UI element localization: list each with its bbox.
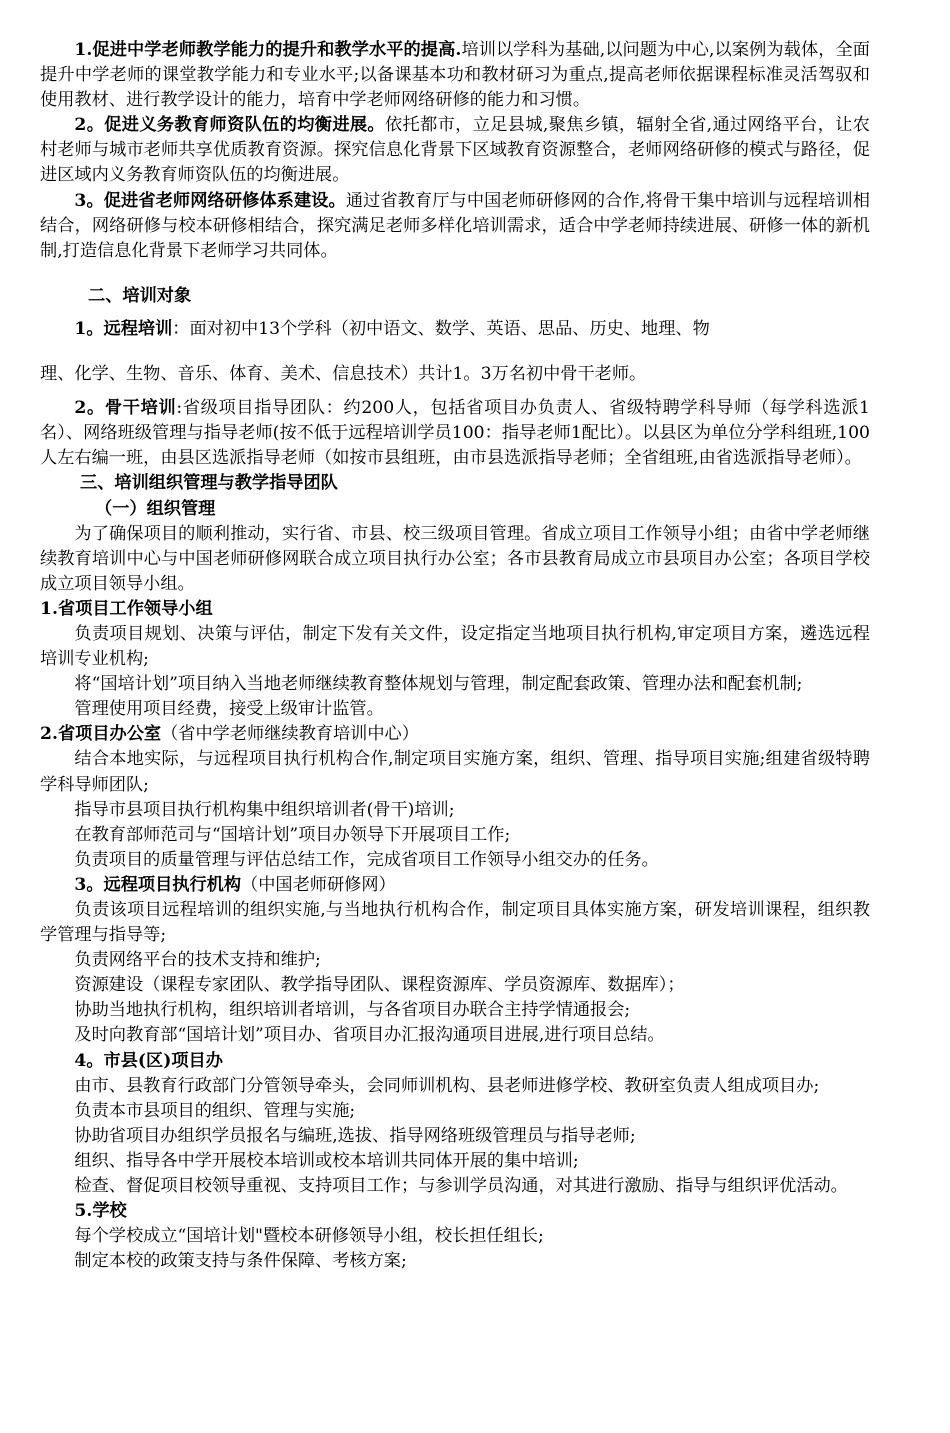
group-1-item: 负责项目规划、决策与评估，制定下发有关文件，设定指定当地项目执行机构,审定项目方案，遴选远程培训专业机构;	[40, 623, 870, 670]
remote-training-text-b: 理、化学、生物、音乐、体育、美术、信息技术）共计1。3万名初中骨干老师。	[40, 364, 647, 385]
group-2-item: 负责项目的质量管理与评估总结工作，完成省项目工作领导小组交办的任务。	[74, 849, 659, 870]
group-note-3: （中国老师研修网）	[241, 874, 396, 895]
goal-text-3: 通过省教育厅与中国老师研修网的合作,将骨干集中培训与远程培训相结合，网络研修与校本研修相结合，探究满足老师多样化培训需求，适合中学老师持续进展、研修一体的新机制,打造信息化背景下老师学习共同体。	[40, 190, 870, 261]
group-1-item: 将“国培计划”项目纳入当地老师继续教育整体规划与管理，制定配套政策、管理办法和配套机制;	[74, 674, 803, 695]
group-note-2: （省中学老师继续教育培训中心）	[161, 724, 419, 745]
group-title-1: 1.省项目工作领导小组	[40, 598, 213, 619]
group-title-2: 2.省项目办公室	[40, 724, 162, 745]
goal-title-2: 2。促进义务教育师资队伍的均衡进展。	[74, 115, 385, 136]
group-2-item: 在教育部师范司与“国培计划”项目办领导下开展项目工作;	[74, 824, 511, 845]
group-3-item: 负责该项目远程培训的组织实施,与当地执行机构合作，制定项目具体实施方案，研发培训课程，组织教学管理与指导等;	[40, 900, 870, 946]
group-5-item: 制定本校的政策支持与条件保障、考核方案;	[74, 1251, 407, 1272]
group-1-item: 管理使用项目经费，接受上级审计监管。	[74, 699, 384, 720]
goal-paragraph-1	[40, 38, 870, 113]
group-5-item: 每个学校成立“国培计划"暨校本研修领导小组，校长担任组长;	[74, 1226, 544, 1247]
remote-training-title: 1。远程培训	[74, 318, 173, 339]
section-heading-training-targets: 二、培训对象	[88, 285, 192, 306]
goal-paragraph-2	[40, 113, 870, 188]
group-3-item: 资源建设（课程专家团队、教学指导团队、课程资源库、学员资源库、数据库）；	[74, 975, 685, 996]
goal-paragraph-3	[40, 189, 870, 264]
goal-title-1: 1.促进中学老师教学能力的提升和教学水平的提高.	[74, 40, 462, 60]
backbone-training-title: 2。骨干培训	[74, 398, 177, 419]
section-heading-organization: 三、培训组织管理与教学指导团队	[80, 473, 338, 494]
group-4-item: 由市、县教育行政部门分管领导牵头，会同师训机构、县老师进修学校、教研室负责人组成项目办;	[74, 1075, 820, 1096]
group-3-item: 负责网络平台的技术支持和维护;	[74, 950, 321, 971]
goal-text-2: 依托都市，立足县城,聚焦乡镇，辐射全省,通过网络平台，让农村老师与城市老师共享优质教育资源。探究信息化背景下区域教育资源整合，老师网络研修的模式与路径，促进区域内义务教育师资队伍的均衡进展。	[40, 115, 870, 186]
group-4-item: 组织、指导各中学开展校本培训或校本培训共同体开展的集中培训;	[74, 1150, 579, 1171]
management-intro: 为了确保项目的顺利推动，实行省、市县、校三级项目管理。省成立项目工作领导小组；由省中学老师继续教育培训中心与中国老师研修网联合成立项目执行办公室；各市县教育局成立市县项目办公室；各项目学校成立项目领导小组。	[40, 523, 870, 594]
backbone-training-paragraph	[40, 396, 870, 471]
group-heading-2	[40, 722, 870, 747]
goal-text-1: 培训以学科为基础,以问题为中心,以案例为载体，全面提升中学老师的课堂教学能力和专业水平;以备课基本功和教材研习为重点,提高老师依据课程标准灵活驾驭和使用教材、进行教学设计的能力，培育中学老师网络研修的能力和习惯。	[40, 40, 870, 111]
group-4-item: 检查、督促项目校领导重视、支持项目工作；与参训学员沟通，对其进行激励、指导与组织评优活动。	[74, 1176, 848, 1197]
subsection-heading-management: （一）组织管理	[95, 498, 216, 519]
group-4-item: 协助省项目办组织学员报名与编班,选拔、指导网络班级管理员与指导老师;	[74, 1125, 636, 1146]
group-title-5: 5.学校	[74, 1201, 127, 1222]
document-page	[40, 38, 870, 1274]
remote-training-text-a: ：面对初中13个学科（初中语文、数学、英语、思品、历史、地理、物	[172, 318, 710, 339]
group-3-item: 及时向教育部“国培计划”项目办、省项目办汇报沟通项目进展,进行项目总结。	[74, 1025, 665, 1046]
group-3-item: 协助当地执行机构，组织培训者培训，与各省项目办联合主持学情通报会;	[74, 1000, 631, 1021]
group-2-item: 结合本地实际，与远程项目执行机构合作,制定项目实施方案，组织、管理、指导项目实施;组建省级特聘学科导师团队;	[40, 749, 870, 795]
group-4-item: 负责本市县项目的组织、管理与实施;	[74, 1100, 356, 1121]
group-title-4: 4。市县(区)项目办	[74, 1050, 223, 1071]
goal-title-3: 3。促进省老师网络研修体系建设。	[74, 190, 346, 211]
group-2-item: 指导市县项目执行机构集中组织培训者(骨干)培训;	[74, 799, 455, 820]
backbone-training-text: :省级项目指导团队：约200人，包括省项目办负责人、省级特聘学科导师（每学科选派1名）、网络班级管理与指导老师(按不低于远程培训学员100：指导老师1配比）。以县区为单位分学科组班,100人左右编一班，由县区选派指导老师（如按市县组班，由市县选派指导老师；全省组班,由省选派指导老师）。	[40, 398, 870, 469]
group-heading-3	[40, 873, 870, 898]
remote-training-line	[40, 317, 870, 342]
group-title-3: 3。远程项目执行机构	[74, 874, 242, 895]
